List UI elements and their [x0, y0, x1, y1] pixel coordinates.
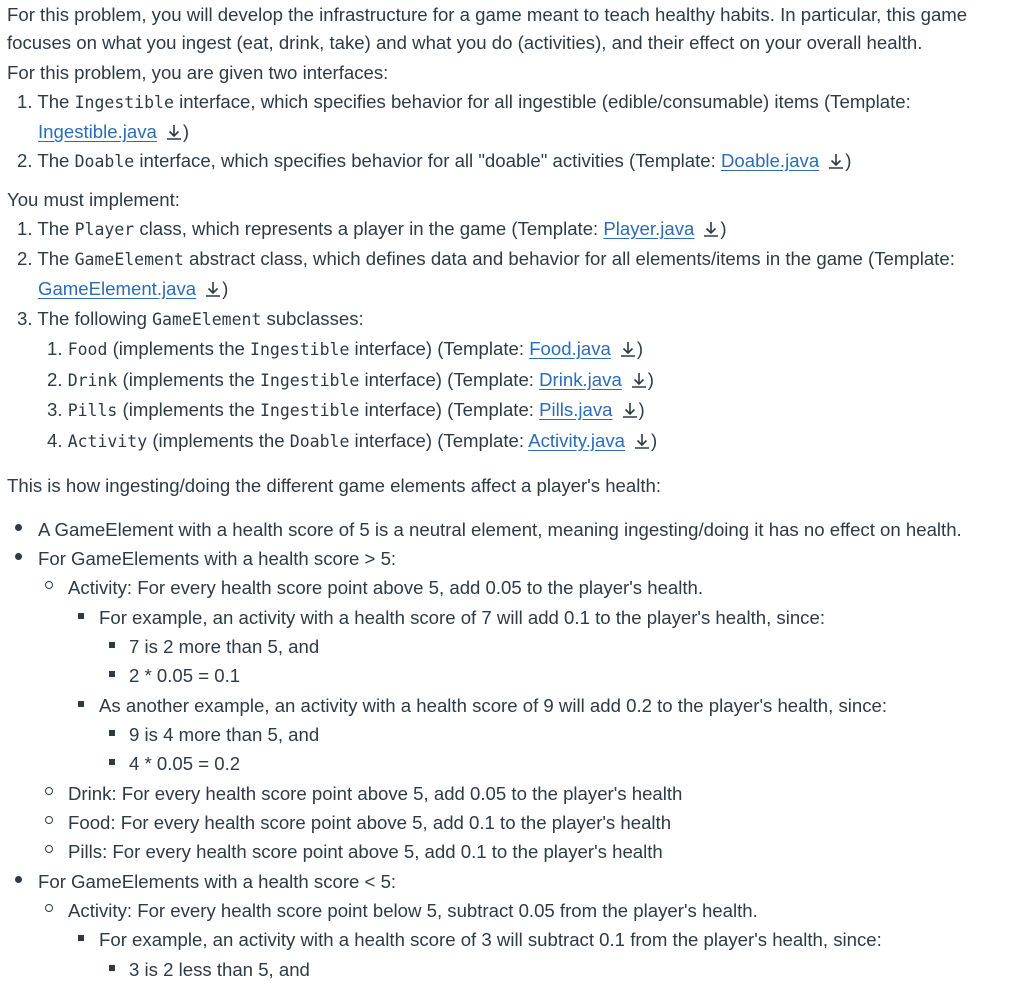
list-number: 1.	[17, 91, 33, 112]
code-doable: Doable	[289, 432, 350, 451]
intro-line-3: For this problem, you are given two interfaces:	[7, 62, 389, 83]
download-arrow-icon[interactable]	[827, 152, 845, 170]
example-1-step-a: 7 is 2 more than 5, and	[129, 636, 320, 657]
ingestible-java-link[interactable]: Ingestible.java	[38, 121, 157, 142]
example-3-step-a: 3 is 2 less than 5, and	[129, 959, 310, 980]
example-2-intro: As another example, an activity with a health score of 9 will add 0.2 to the player's health, since:	[99, 695, 888, 716]
drink-java-link[interactable]: Drink.java	[539, 369, 622, 390]
download-arrow-icon[interactable]	[702, 220, 720, 238]
list-number: 2.	[17, 150, 33, 171]
example-2-step-b: 4 * 0.05 = 0.2	[129, 753, 241, 774]
list-number: 2.	[47, 369, 63, 390]
list-number: 1.	[47, 338, 63, 359]
text: abstract class, which defines data and behavior for all elements/items in the game (Template:	[183, 248, 955, 269]
download-arrow-icon[interactable]	[633, 432, 651, 450]
example-1-intro: For example, an activity with a health score of 7 will add 0.1 to the player's health, since:	[99, 607, 825, 628]
code-ingestible: Ingestible	[259, 371, 360, 390]
subclass-item-drink	[47, 365, 654, 395]
intro-line-1: For this problem, you will develop the infrastructure for a game meant to teach healthy habits. In particular, this game	[7, 4, 968, 25]
must-implement-heading: You must implement:	[7, 189, 180, 210]
activity-java-link[interactable]: Activity.java	[528, 430, 625, 451]
given-item-ingestible-link-line	[38, 117, 189, 146]
rule-above-pills: Pills: For every health score point above 5, add 0.1 to the player's health	[68, 841, 663, 862]
effects-heading: This is how ingesting/doing the different game elements affect a player's health:	[7, 475, 662, 496]
list-number: 3.	[47, 399, 63, 420]
text: interface) (Template:	[349, 338, 530, 359]
bullet-square	[109, 720, 115, 749]
code-drink: Drink	[67, 371, 118, 390]
given-item-ingestible	[17, 87, 911, 117]
food-java-link[interactable]: Food.java	[529, 338, 611, 359]
code-activity: Activity	[67, 432, 148, 451]
rule-below-heading: For GameElements with a health score < 5:	[38, 871, 397, 892]
text: interface) (Template:	[359, 369, 540, 390]
implement-item-subclasses	[17, 304, 364, 334]
download-arrow-icon[interactable]	[621, 401, 639, 419]
code-doable: Doable	[74, 152, 135, 171]
text: (implements the	[117, 399, 260, 420]
gameelement-java-link[interactable]: GameElement.java	[38, 278, 197, 299]
bullet-square	[78, 691, 84, 720]
doable-java-link[interactable]: Doable.java	[720, 150, 820, 171]
bullet-circle	[45, 896, 53, 925]
bullet-disc	[15, 515, 22, 544]
list-number: 3.	[17, 308, 33, 329]
player-java-link[interactable]: Player.java	[603, 218, 695, 239]
close-paren: )	[647, 369, 654, 390]
list-number: 1.	[17, 218, 33, 239]
code-ingestible: Ingestible	[259, 401, 360, 420]
bullet-circle	[45, 779, 53, 808]
bullet-circle	[45, 808, 53, 837]
text: interface) (Template:	[349, 430, 529, 451]
text: class, which represents a player in the game (Template:	[134, 218, 604, 239]
text: The	[37, 248, 75, 269]
implement-item-gameelement	[17, 244, 955, 274]
text: interface) (Template:	[359, 399, 540, 420]
example-1-step-b: 2 * 0.05 = 0.1	[129, 665, 241, 686]
download-arrow-icon[interactable]	[165, 123, 183, 141]
list-number: 2.	[17, 248, 33, 269]
download-arrow-icon[interactable]	[204, 280, 222, 298]
bullet-square	[109, 661, 115, 690]
text: (implements the	[117, 369, 260, 390]
rule-above-drink: Drink: For every health score point above 5, add 0.05 to the player's health	[68, 783, 683, 804]
given-item-doable	[17, 146, 851, 176]
intro-line-2: focuses on what you ingest (eat, drink, take) and what you do (activities), and their effect on your overall health.	[7, 32, 923, 53]
code-ingestible: Ingestible	[74, 93, 174, 112]
code-gameelement: GameElement	[74, 250, 184, 269]
text: interface, which specifies behavior for all "doable" activities (Template:	[134, 150, 721, 171]
bullet-circle	[45, 573, 53, 602]
rule-neutral: A GameElement with a health score of 5 is a neutral element, meaning ingesting/doing it has no effect on health.	[38, 519, 962, 540]
text: subclasses:	[261, 308, 364, 329]
example-2-step-a: 9 is 4 more than 5, and	[129, 724, 320, 745]
bullet-square	[78, 925, 84, 954]
subclass-item-activity	[47, 426, 657, 456]
bullet-square	[78, 603, 84, 632]
download-arrow-icon[interactable]	[630, 371, 648, 389]
implement-item-player	[17, 214, 727, 244]
text: (implements the	[147, 430, 290, 451]
code-player: Player	[74, 220, 135, 239]
code-food: Food	[67, 340, 108, 359]
gameelement-link-line	[38, 274, 228, 303]
close-paren: )	[720, 218, 727, 239]
close-paren: )	[638, 399, 645, 420]
text: The	[37, 218, 75, 239]
close-paren: )	[182, 121, 190, 142]
rule-above-food: Food: For every health score point above 5, add 0.1 to the player's health	[68, 812, 672, 833]
pills-java-link[interactable]: Pills.java	[539, 399, 613, 420]
bullet-square	[109, 749, 115, 778]
code-gameelement: GameElement	[152, 310, 262, 329]
subclass-item-food	[47, 334, 643, 364]
text: interface, which specifies behavior for all ingestible (edible/consumable) items (Template:	[173, 91, 911, 112]
code-ingestible: Ingestible	[250, 340, 350, 359]
text: The	[37, 91, 75, 112]
example-3-intro: For example, an activity with a health score of 3 will subtract 0.1 from the player's health, since:	[99, 929, 882, 950]
bullet-square	[109, 632, 115, 661]
close-paren: )	[222, 278, 229, 299]
rule-below-activity: Activity: For every health score point below 5, subtract 0.05 from the player's health.	[68, 900, 758, 921]
text: The following	[37, 308, 153, 329]
code-pills: Pills	[67, 401, 118, 420]
bullet-disc	[15, 867, 22, 896]
bullet-circle	[45, 837, 53, 866]
text: (implements the	[107, 338, 251, 359]
close-paren: )	[650, 430, 658, 451]
text: The	[37, 150, 75, 171]
close-paren: )	[845, 150, 852, 171]
download-arrow-icon[interactable]	[619, 340, 637, 358]
bullet-square	[109, 955, 115, 984]
list-number: 4.	[47, 430, 63, 451]
bullet-disc	[15, 544, 22, 573]
rule-above-heading: For GameElements with a health score > 5:	[38, 548, 397, 569]
subclass-item-pills	[47, 395, 645, 425]
close-paren: )	[636, 338, 644, 359]
rule-above-activity: Activity: For every health score point above 5, add 0.05 to the player's health.	[68, 577, 704, 598]
